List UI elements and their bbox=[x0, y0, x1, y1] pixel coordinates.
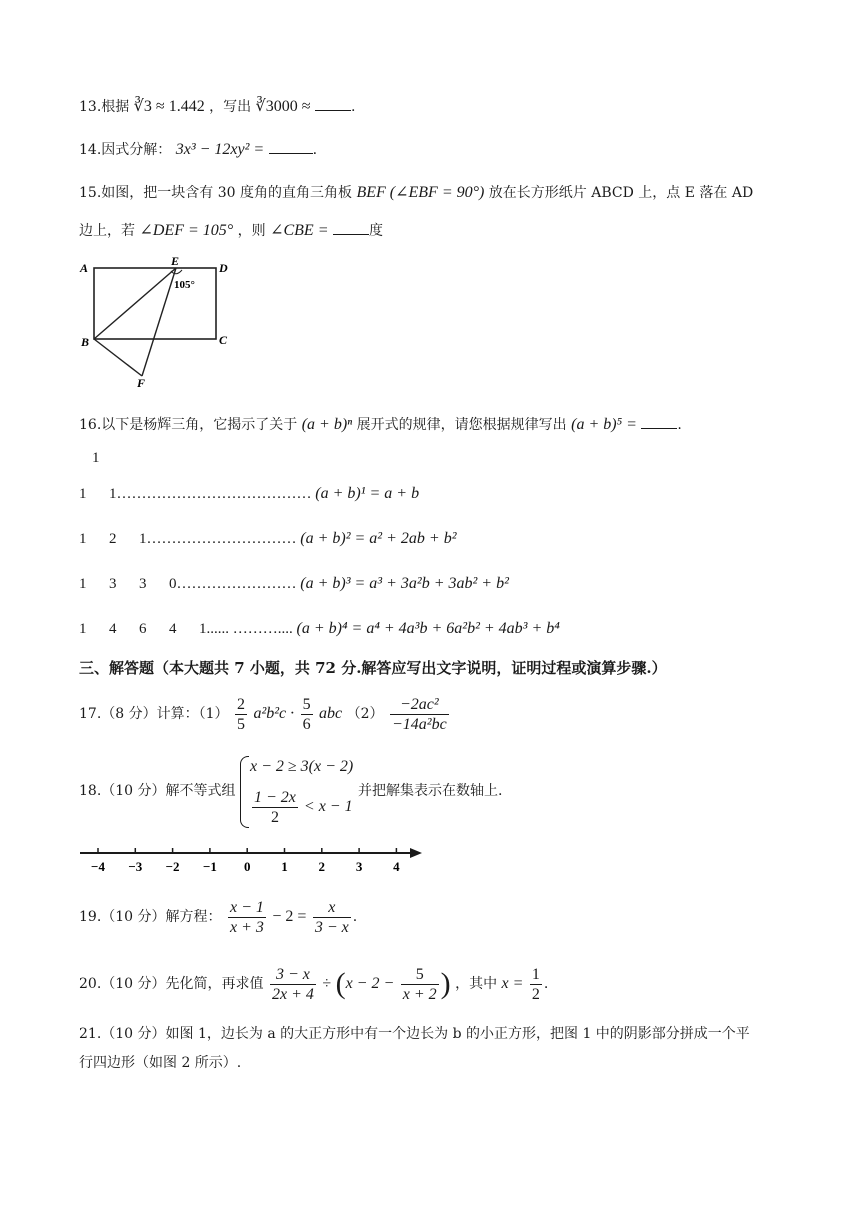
q16-expr1: (a + b)ⁿ bbox=[301, 416, 353, 433]
number-line-tick-label: −2 bbox=[165, 859, 180, 874]
q15-text2a: 边上，若 bbox=[79, 223, 135, 239]
number-line-ticks bbox=[91, 848, 400, 874]
q17-frac-1-den: 5 bbox=[236, 715, 245, 733]
q20-frac-1-den: 2x + 4 bbox=[271, 985, 314, 1003]
number-line-tick-label: 3 bbox=[355, 859, 363, 874]
q15-figure bbox=[76, 252, 246, 392]
question-13 bbox=[79, 96, 356, 117]
question-18-prefix-line bbox=[79, 781, 236, 801]
q16-expr2: (a + b)⁵ = bbox=[571, 416, 637, 433]
q17-mid2: abc bbox=[319, 705, 343, 722]
pascal-row-2-formula: (a + b)² = a² + 2ab + b² bbox=[300, 530, 457, 547]
q20-frac-1-num: 3 − x bbox=[270, 965, 316, 985]
q17-frac-2-num: 5 bbox=[302, 695, 311, 713]
q20-frac-2-num: 5 bbox=[401, 965, 439, 985]
pascal-row-4-formula: (a + b)⁴ = a⁴ + 4a³b + 6a²b² + 4ab³ + b⁴ bbox=[296, 620, 560, 637]
number-line-tick-label: −3 bbox=[128, 859, 143, 874]
q16-prefix: 16.以下是杨辉三角，它揭示了关于 bbox=[79, 417, 298, 433]
q20-frac-2-den: x + 2 bbox=[402, 985, 437, 1003]
q20-suffix: . bbox=[543, 976, 549, 992]
q20-paren-a: x − 2 − bbox=[345, 975, 395, 992]
pascal-row-1-formula: (a + b)¹ = a + b bbox=[315, 485, 420, 502]
q15-text1b: 放在长方形纸片 ABCD 上，点 E 落在 AD bbox=[488, 185, 754, 201]
q19-mid: − 2 = bbox=[272, 908, 307, 925]
line-be bbox=[94, 268, 176, 339]
q19-frac-1-den: x + 3 bbox=[229, 918, 264, 936]
q17-part2: （2） bbox=[346, 706, 384, 722]
q20-frac-1 bbox=[270, 965, 316, 1004]
q17-frac-2-den: 6 bbox=[302, 715, 311, 733]
line-bf bbox=[94, 339, 142, 376]
q16-mid: 展开式的规律，请您根据规律写出 bbox=[356, 417, 567, 433]
number-line-tick-label: 2 bbox=[318, 859, 326, 874]
q16-suffix: . bbox=[677, 417, 682, 433]
q18-ineq2-den: 2 bbox=[270, 809, 279, 826]
pascal-row-4-dots: ...... ……….... bbox=[206, 621, 293, 637]
q13-answer-blank[interactable] bbox=[315, 96, 351, 111]
q15-text2c: 度 bbox=[368, 223, 383, 239]
q15-expr3: ∠CBE = bbox=[270, 222, 329, 239]
q17-frac-3 bbox=[390, 695, 449, 734]
label-angle: 105° bbox=[174, 279, 195, 291]
question-17 bbox=[79, 694, 451, 734]
q14-suffix: . bbox=[312, 142, 318, 158]
q17-frac-1-num: 2 bbox=[236, 695, 245, 713]
q16-answer-blank[interactable] bbox=[641, 414, 677, 429]
number-line-arrow bbox=[410, 848, 422, 858]
number-line-tick-label: 4 bbox=[393, 859, 400, 874]
q19-frac-2 bbox=[313, 898, 351, 937]
pascal-row-4 bbox=[79, 620, 560, 638]
number-line-tick-label: 0 bbox=[243, 859, 251, 874]
pascal-row-0 bbox=[92, 450, 100, 467]
pascal-row-2-dots: ………………………… bbox=[146, 531, 297, 547]
pascal-row-3 bbox=[79, 575, 509, 593]
q18-ineq2-rest: < x − 1 bbox=[303, 798, 353, 816]
pascal-row-0-nums: 1 bbox=[92, 450, 100, 466]
question-14 bbox=[79, 139, 317, 160]
question-16 bbox=[79, 414, 682, 435]
label-c: C bbox=[219, 333, 228, 347]
section-3-heading: 三、解答题（本大题共 7 小题，共 72 分.解答应写出文字说明，证明过程或演算步骤.） bbox=[79, 659, 667, 677]
number-line-tick-label: −1 bbox=[202, 859, 217, 874]
label-f: F bbox=[137, 376, 146, 390]
q20-frac-3-den: 2 bbox=[531, 985, 540, 1003]
q19-frac-1-num: x − 1 bbox=[229, 898, 264, 916]
question-20 bbox=[79, 964, 548, 1004]
q13-suffix: . bbox=[351, 99, 356, 115]
pascal-row-3-formula: (a + b)³ = a³ + 3a²b + 3ab² + b² bbox=[300, 575, 509, 592]
label-b: B bbox=[81, 335, 90, 349]
pascal-row-1-dots: ………………………………… bbox=[116, 486, 312, 502]
q13-prefix: 13.根据 bbox=[79, 99, 130, 115]
q14-prefix: 14.因式分解： bbox=[79, 142, 172, 158]
q17-frac-1 bbox=[235, 695, 247, 734]
q21-line1: 21.（10 分）如图 1，边长为 a 的大正方形中有一个边长为 b 的小正方形，把图 1 中的阴影部分拼成一个平 bbox=[79, 1026, 750, 1042]
pascal-row-3-dots: …………………… bbox=[176, 576, 297, 592]
q19-frac-2-num: x bbox=[313, 898, 351, 918]
question-15-line1 bbox=[79, 183, 753, 203]
q18-ineq2-frac bbox=[252, 788, 298, 827]
q15-answer-blank[interactable] bbox=[333, 220, 369, 235]
q17-mid1: a²b²c · bbox=[253, 705, 295, 722]
q20-paren-close: ) bbox=[440, 967, 451, 1000]
q18-ineq2-num: 1 − 2x bbox=[254, 789, 296, 806]
pascal-row-2-nums: 1 2 1 bbox=[79, 531, 147, 547]
q20-frac-3 bbox=[530, 965, 542, 1004]
q15-expr1: BEF (∠EBF = 90°) bbox=[356, 184, 485, 201]
q17-frac-3-num: −2ac² bbox=[390, 695, 449, 715]
q15-text1: 15.如图，把一块含有 30 度角的直角三角板 bbox=[79, 185, 352, 201]
pascal-row-4-nums: 1 4 6 4 1 bbox=[79, 621, 207, 637]
q19-suffix: . bbox=[352, 909, 358, 925]
q20-mid: ，其中 bbox=[455, 976, 498, 992]
q20-frac-3-num: 1 bbox=[531, 965, 540, 983]
q19-prefix: 19.（10 分）解方程： bbox=[79, 909, 222, 925]
q20-prefix: 20.（10 分）先化简，再求值 bbox=[79, 976, 264, 992]
q20-frac-2 bbox=[401, 965, 439, 1004]
number-line bbox=[78, 842, 428, 876]
q20-div: ÷ bbox=[322, 975, 332, 992]
pascal-row-2 bbox=[79, 530, 456, 548]
number-line-tick-label: 1 bbox=[281, 859, 288, 874]
q13-mid: ，写出 bbox=[209, 99, 252, 115]
line-ef bbox=[142, 268, 176, 376]
pascal-row-3-nums: 1 3 3 0 bbox=[79, 576, 177, 592]
q15-text2b: ，则 bbox=[237, 223, 266, 239]
label-e: E bbox=[171, 254, 180, 268]
label-d: D bbox=[219, 261, 228, 275]
label-a: A bbox=[80, 261, 89, 275]
pascal-row-1-nums: 1 1 bbox=[79, 486, 117, 502]
q15-expr2: ∠DEF = 105° bbox=[139, 222, 234, 239]
q18-inequality-2 bbox=[250, 788, 353, 827]
q21-line2: 行四边形（如图 2 所示）. bbox=[79, 1055, 242, 1071]
question-19 bbox=[79, 897, 357, 937]
q19-frac-2-den: 3 − x bbox=[314, 918, 349, 936]
q14-answer-blank[interactable] bbox=[269, 139, 313, 154]
q20-xeq: x = bbox=[501, 975, 524, 992]
q19-frac-1 bbox=[228, 898, 266, 937]
q13-expr: ∛3 ≈ 1.442 bbox=[133, 98, 205, 115]
q18-prefix: 18.（10 分）解不等式组 bbox=[79, 783, 236, 799]
q18-brace bbox=[240, 756, 249, 828]
pascal-row-1 bbox=[79, 485, 419, 503]
q20-paren-open: ( bbox=[335, 967, 346, 1000]
q17-prefix: 17.（8 分）计算：（1） bbox=[79, 706, 229, 722]
rectangle-abcd bbox=[94, 268, 216, 339]
number-line-tick-label: −4 bbox=[91, 859, 105, 874]
q17-frac-2 bbox=[301, 695, 313, 734]
q18-inequality-1: x − 2 ≥ 3(x − 2) bbox=[250, 758, 354, 775]
q14-expr: 3x³ − 12xy² = bbox=[175, 141, 265, 158]
question-15-line2 bbox=[79, 220, 383, 241]
q17-frac-3-den: −14a²bc bbox=[391, 715, 447, 733]
q13-expr2: ∛3000 ≈ bbox=[255, 98, 311, 115]
q18-suffix: 并把解集表示在数轴上. bbox=[358, 783, 503, 799]
